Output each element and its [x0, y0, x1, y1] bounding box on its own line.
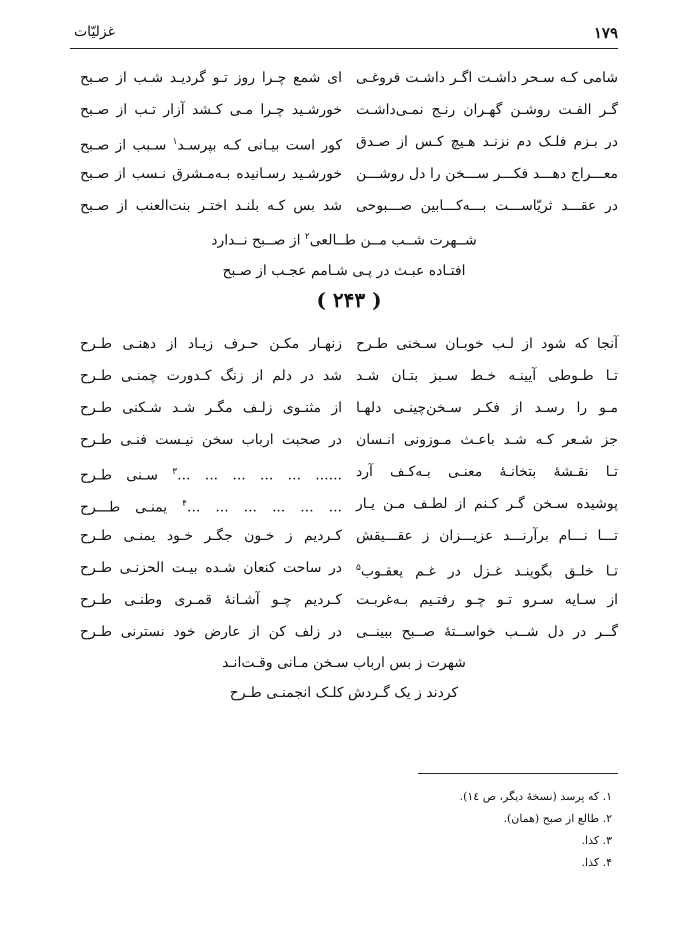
hemistich-first: آنجا که شود از لـب خوبـان سـخنی طـرح: [356, 336, 618, 352]
couplet: [70, 126, 618, 158]
hemistich-text: ...... ... ... ... ... ...: [177, 467, 342, 484]
closing-line: کردند ز یک گـردش کلـک انجمنـی طـرح: [229, 685, 459, 701]
hemistich-second: [80, 456, 342, 492]
footnotes: [212, 786, 612, 874]
closing-text: شــهرت شــب مــن طــالعی: [309, 232, 477, 249]
closing-line: [70, 222, 618, 256]
hemistich-second: در صحبت ارباب سخن نیـست فنـی طـرح: [80, 432, 342, 448]
closing-text-rest: از صــبح نــدارد: [211, 232, 305, 249]
poem-243: [70, 328, 618, 708]
poem-prev: [70, 62, 618, 286]
hemistich-second: کـردیم چـو آشـانهٔ قمـری وطنـی طـرح: [80, 592, 342, 608]
couplet: [70, 190, 618, 222]
hemistich-first: گـر الفـت روشـن گهـران رنـج نمـی‌داشـت: [356, 102, 618, 118]
hemistich-first: در بـزم فلـک دم نزنـد هـیچ کـس از صـدق: [356, 134, 618, 150]
hemistich-first: معـــراج دهـــد فکـــر ســـخن را دل روشـــن: [356, 166, 618, 182]
hemistich-second: شد در دلم از زنگ کـدورت چمنـی طـرح: [80, 368, 342, 384]
couplet: [70, 520, 618, 552]
footnote-ref: ١: [172, 137, 178, 147]
hemistich-second: در زلف کن از عارض خود نسترنی طـرح: [80, 624, 342, 640]
couplet: [70, 616, 618, 648]
poem-number: ( ٢۴٣ ): [316, 288, 382, 312]
hemistich-text-rest: سـبب از صـبح: [80, 137, 173, 154]
hemistich-text-rest: سـنی طـرح: [80, 467, 173, 484]
hemistich-second: زنهـار مکـن حـرف زیـاد از دهنـی طـرح: [80, 336, 342, 352]
couplet: [70, 392, 618, 424]
couplet: [70, 360, 618, 392]
footnote-ref: ۴: [182, 499, 187, 509]
couplet: [70, 158, 618, 190]
hemistich-second: کـردیم ز خـون جگـر خـود یمنـی طـرح: [80, 528, 342, 544]
hemistich-second: شد بس کـه بلنـد اختـر بنت‌العنب از صـبح: [80, 198, 342, 214]
footnote-ref: ٢: [304, 232, 310, 242]
hemistich-first: تـــا نـــام برآرنـــد عزیـــزان ز عقـــیقش: [356, 528, 618, 544]
hemistich-first: از سـایه سـرو تـو چـو رفتـیم بـه‌غربـت: [356, 592, 618, 608]
couplet: [70, 552, 618, 584]
closing-line: شهرت ز بس ارباب سـخن مـانی وقـت‌انـد: [222, 655, 466, 671]
hemistich-first: در عقـــد ثریّاســـت بـــه‌کـــابین صـــبوحی: [356, 198, 618, 214]
closing-line: افتـاده عبـث در پـی شـامم عجـب از صـبح: [222, 262, 466, 279]
hemistich-first: جز شـعر کـه شـد باعـث مـوزونی انـسان: [356, 432, 618, 448]
hemistich-first: [356, 552, 618, 588]
couplet: [70, 584, 618, 616]
hemistich-text: تـا خلـق بگوینـد غـزل در غـم یعقـوب: [360, 563, 618, 580]
footnote: ١. که پرسد (نسخهٔ دیگر، ص ١٤).: [459, 790, 612, 803]
footnote-ref: ۵: [356, 563, 361, 573]
footnote: ٢. طالع از صبح (همان).: [503, 812, 612, 825]
hemistich-text: ... ... ... ... ... ...: [187, 499, 342, 516]
couplet: [70, 424, 618, 456]
footnote: ٣. کذا.: [581, 834, 612, 847]
couplet: [70, 488, 618, 520]
couplet: [70, 62, 618, 94]
couplet: [70, 94, 618, 126]
hemistich-text-rest: یمنـی طـــرح: [80, 499, 183, 516]
hemistich-second: ای شمع چـرا روز تـو گردیـد شـب از صـبح: [80, 70, 342, 86]
hemistich-second: [80, 488, 342, 524]
hemistich-second: در ساحت کنعان شـده بیـت الحزنـی طـرح: [80, 560, 342, 576]
hemistich-second: خورشـید چـرا مـی کـشد آزار تـب از صـبح: [80, 102, 342, 118]
footnote: ۴. کذا.: [581, 856, 612, 869]
page-number: ١٧٩: [593, 24, 618, 42]
couplet: [70, 456, 618, 488]
couplet: [70, 328, 618, 360]
hemistich-first: پوشیده سـخن گـر کـنم از لطـف مـن یـار: [356, 496, 618, 512]
running-title: غزلیّات: [74, 24, 115, 40]
hemistich-first: تـا طـوطی آیینـه خـط سـبز بتـان شـد: [356, 368, 618, 384]
hemistich-second: از مثنـوی زلـف مگـر شـد شـکنی طـرح: [80, 400, 342, 416]
hemistich-text: کور است بیـانی کـه بپرسـد: [177, 137, 342, 154]
hemistich-first: گــر در دل شــب خواســتهٔ صــبح ببینــی: [356, 624, 618, 640]
footnote-divider: [418, 773, 618, 774]
hemistich-first: تـا نقـشهٔ بتخانـهٔ معنـی بـه‌کـف آرد: [356, 464, 618, 480]
hemistich-first: مـو را رسـد از فکـر سـخن‌چینـی دلهـا: [356, 400, 618, 416]
hemistich-second: خورشـید رسـانیده بـه‌مـشرق نـسب از صـبح: [80, 166, 342, 182]
hemistich-first: شامی کـه سـحر داشـت اگـر داشـت فروغـی: [356, 70, 618, 86]
header-divider: [70, 48, 618, 49]
hemistich-second: [80, 126, 342, 162]
footnote-ref: ٣: [172, 467, 178, 477]
